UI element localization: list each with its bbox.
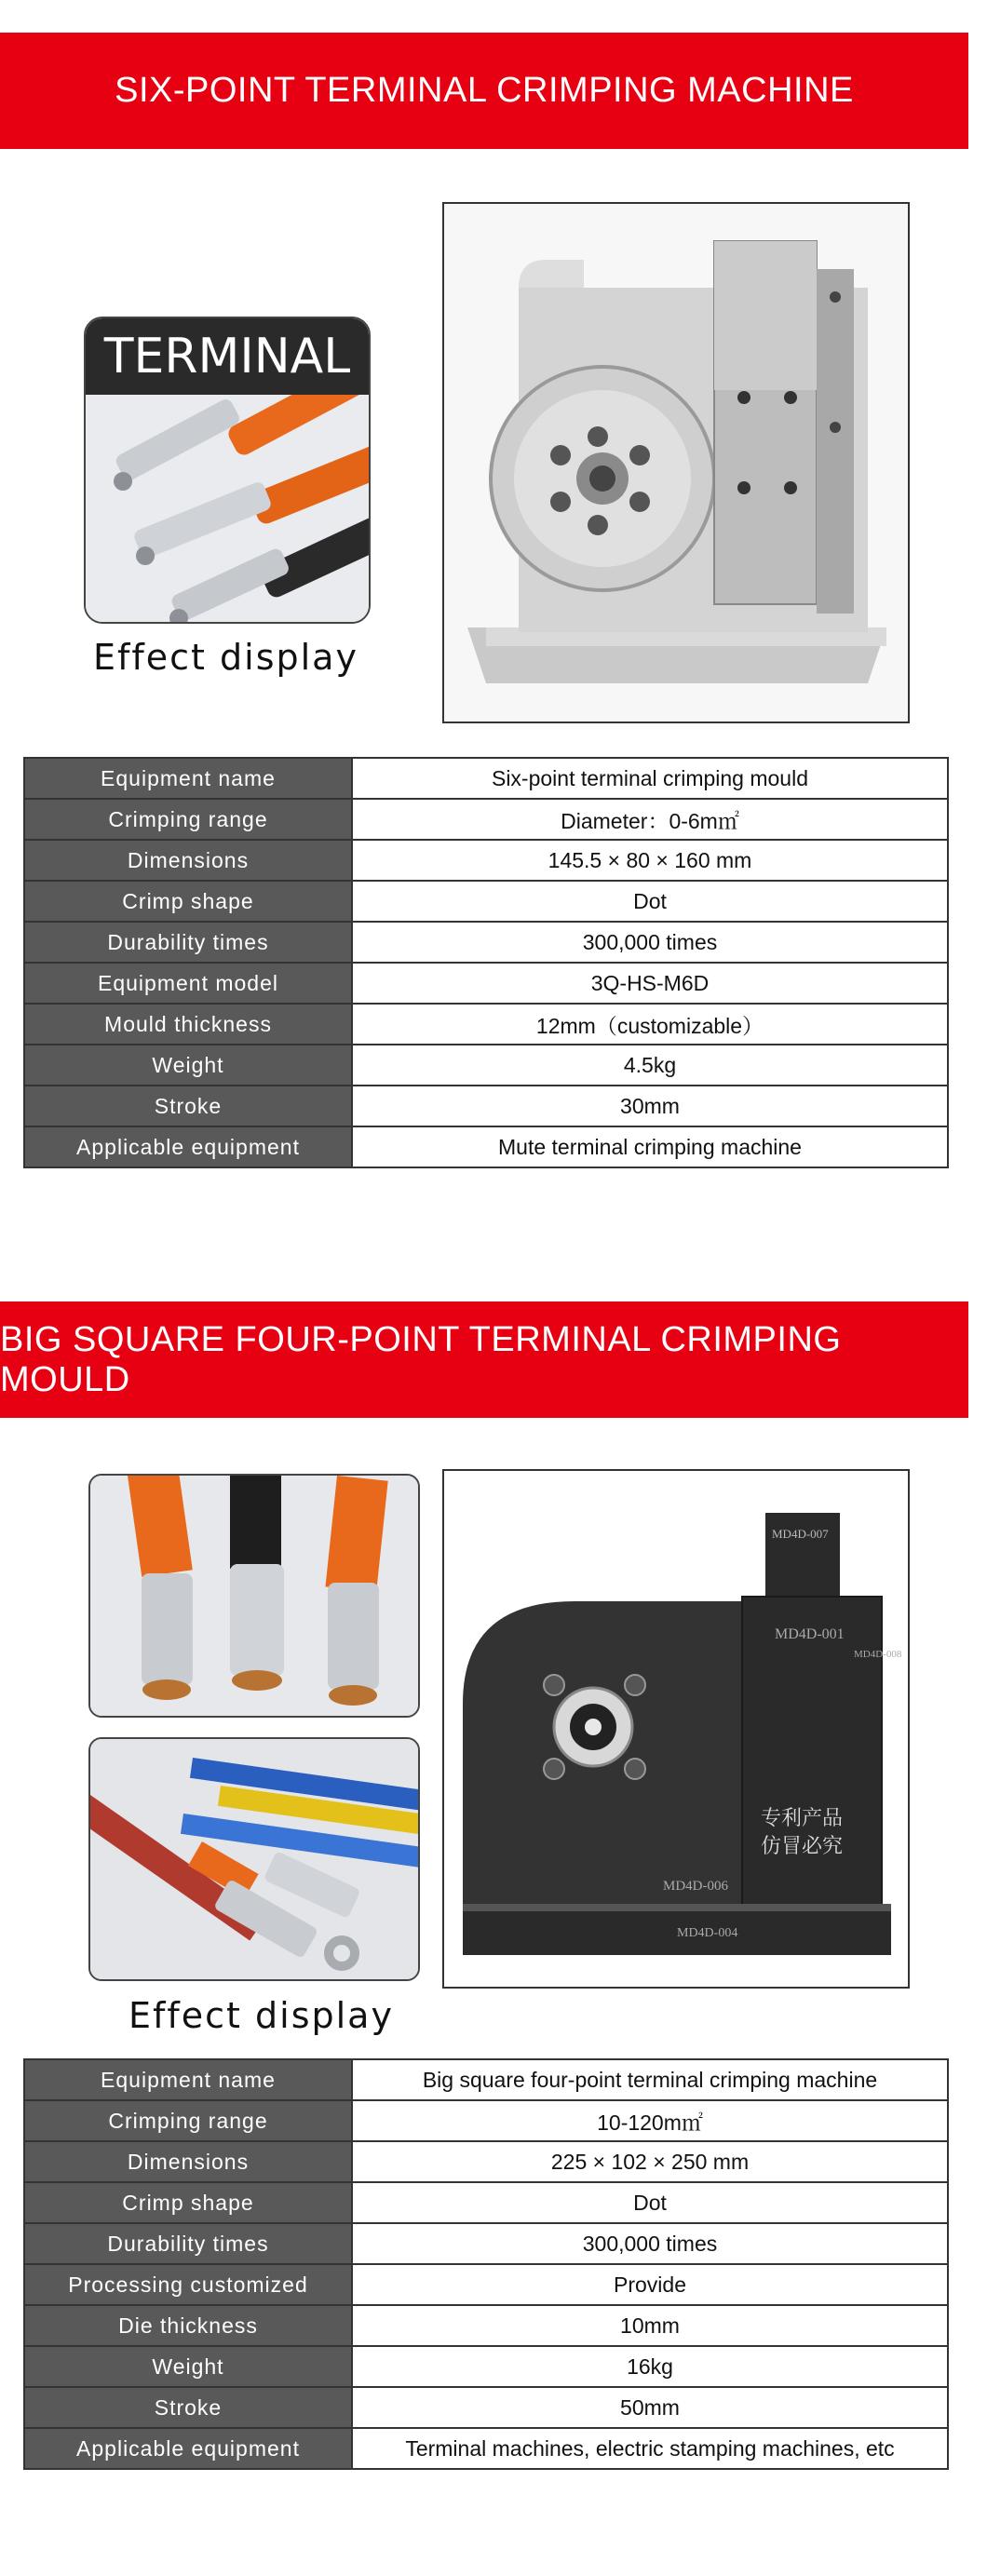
terminal-photo-bottom (88, 1737, 420, 1981)
terminal-effect-image (84, 317, 371, 624)
machine-label-plate: MD4D-001 (775, 1626, 845, 1642)
spec-label: Stroke (24, 1086, 352, 1126)
table-row (24, 2100, 948, 2141)
spec-value: 12mm（customizable） (352, 1004, 948, 1045)
table-row (24, 881, 948, 922)
section2-effect-caption: Effect display (128, 1995, 394, 2036)
table-row (24, 2141, 948, 2182)
spec-label: Durability times (24, 922, 352, 963)
spec-value: 50mm (352, 2387, 948, 2428)
spec-value: 16kg (352, 2346, 948, 2387)
section1-title-banner (0, 33, 968, 149)
table-row (24, 2223, 948, 2264)
spec-label: Applicable equipment (24, 1126, 352, 1167)
table-row (24, 2059, 948, 2100)
spec-label: Die thickness (24, 2305, 352, 2346)
spec-label: Applicable equipment (24, 2428, 352, 2469)
spec-value: Big square four-point terminal crimping machine (352, 2059, 948, 2100)
spec-value: 30mm (352, 1086, 948, 1126)
table-row (24, 758, 948, 799)
table-row (24, 2264, 948, 2305)
table-row (24, 963, 948, 1004)
spec-label: Equipment model (24, 963, 352, 1004)
spec-value: 10-120m㎡ (352, 2100, 948, 2141)
four-point-machine-image (442, 1469, 910, 1989)
section2-title-banner (0, 1301, 968, 1418)
table-row (24, 2346, 948, 2387)
spec-value: 300,000 times (352, 2223, 948, 2264)
table-row (24, 922, 948, 963)
spec-label: Mould thickness (24, 1004, 352, 1045)
spec-value: Mute terminal crimping machine (352, 1126, 948, 1167)
section1-effect-caption: Effect display (93, 637, 358, 678)
four-point-machine-icon (444, 1471, 908, 1987)
six-point-machine-image (442, 202, 910, 723)
spec-value: Six-point terminal crimping mould (352, 758, 948, 799)
table-row (24, 1086, 948, 1126)
table-row (24, 2387, 948, 2428)
spec-label: Processing customized (24, 2264, 352, 2305)
table-row (24, 2305, 948, 2346)
spec-value: 10mm (352, 2305, 948, 2346)
spec-value: 300,000 times (352, 922, 948, 963)
spec-label: Equipment name (24, 758, 352, 799)
spec-value: 145.5 × 80 × 160 mm (352, 840, 948, 881)
section1-spec-table (23, 757, 949, 1168)
spec-value: Terminal machines, electric stamping machines, etc (352, 2428, 948, 2469)
table-row (24, 840, 948, 881)
spec-label: Equipment name (24, 2059, 352, 2100)
spec-label: Durability times (24, 2223, 352, 2264)
spec-value: Provide (352, 2264, 948, 2305)
spec-label: Crimp shape (24, 2182, 352, 2223)
section2-title: BIG SQUARE FOUR-POINT TERMINAL CRIMPING MOULD (0, 1319, 842, 1399)
table-row (24, 1004, 948, 1045)
spec-value: 3Q-HS-M6D (352, 963, 948, 1004)
spec-label: Crimping range (24, 2100, 352, 2141)
spec-label: Stroke (24, 2387, 352, 2428)
spec-label: Crimp shape (24, 881, 352, 922)
machine-label-top: MD4D-007 (772, 1527, 829, 1541)
spec-value: 4.5kg (352, 1045, 948, 1086)
copper-terminals-icon (90, 1476, 420, 1718)
patent-text-1: 专利产品 (761, 1806, 844, 1829)
spec-value: Dot (352, 881, 948, 922)
spec-value: Dot (352, 2182, 948, 2223)
section1-title: SIX-POINT TERMINAL CRIMPING MACHINE (115, 71, 854, 110)
spec-value: 225 × 102 × 250 mm (352, 2141, 948, 2182)
section2-spec-table (23, 2058, 949, 2470)
terminal-photo-top (88, 1474, 420, 1718)
patent-text-2: 仿冒必究 (761, 1834, 844, 1857)
table-row (24, 799, 948, 840)
spec-label: Crimping range (24, 799, 352, 840)
table-row (24, 2182, 948, 2223)
spec-value: Diameter：0-6m㎡ (352, 799, 948, 840)
terminal-label: TERMINAL (86, 318, 369, 395)
table-row (24, 1126, 948, 1167)
machine-label-lower: MD4D-006 (663, 1879, 728, 1894)
table-row (24, 1045, 948, 1086)
crimping-machine-icon (444, 204, 908, 722)
spec-label: Dimensions (24, 840, 352, 881)
spec-label: Weight (24, 1045, 352, 1086)
machine-label-side: MD4D-008 (854, 1649, 902, 1660)
table-row (24, 2428, 948, 2469)
spec-label: Weight (24, 2346, 352, 2387)
lug-terminals-icon (90, 1739, 420, 1981)
spec-label: Dimensions (24, 2141, 352, 2182)
machine-label-base: MD4D-004 (677, 1926, 738, 1940)
